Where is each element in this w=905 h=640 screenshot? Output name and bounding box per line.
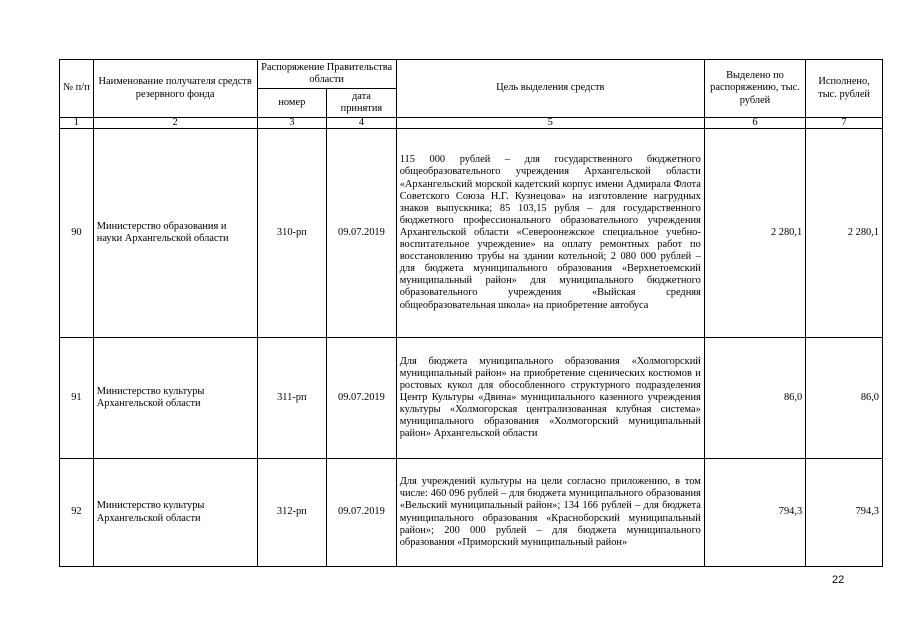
- header-order-group: Распоряжение Правительства области: [257, 60, 396, 89]
- column-number: 4: [327, 118, 397, 129]
- order-date: 09.07.2019: [327, 338, 397, 459]
- allocation-purpose: Для бюджета муниципального образования «Холмогорский муниципальный район» на приобретение сценических костюмов и ростовых кукол для обособленного структурного подразделения Центр Культуры «Двина» муниципального казенного учреждения культуры «Холмогорская централизованная клубная система» муниципального образования «Холмогорский муниципальный район» Архангельской области: [396, 338, 704, 459]
- table-row: [60, 129, 883, 338]
- column-number: 7: [806, 118, 883, 129]
- allocation-purpose: 115 000 рублей – для государственного бюджетного общеобразовательного учреждения Архангельской области «Архангельский морской кадетский корпус имени Адмирала Флота Советского Союза Н.Г. Кузнецова» на изготовление нагрудных знаков выпускника; 85 103,15 рубля – для государственного бюджетного профессионального образовательного учреждения Архангельской области «Североонежское специальное учебно-воспитательное учреждение» на оплату ремонтных работ по восстановлению трубы на здании котельной; 2 080 000 рублей – для бюджета муниципального образования «Верхнетоемский муниципальный район» для муниципального бюджетного образовательного учреждения «Выйская средняя общеобразовательная школа» на приобретение автобуса: [396, 129, 704, 338]
- table-row: [60, 338, 883, 459]
- allocated-amount: 86,0: [704, 338, 805, 459]
- header-number: № п/п: [60, 60, 94, 118]
- header-allocated: Выделено по распоряжению, тыс. рублей: [704, 60, 805, 118]
- column-number-row: [60, 118, 883, 129]
- allocation-purpose: Для учреждений культуры на цели согласно приложению, в том числе: 460 096 рублей – для бюджета муниципального образования «Вельский муниципальный район»; 134 166 рублей – для бюджета муниципального образования «Красноборский муниципальный район»; 200 000 рублей – для бюджета муниципального образования «Приморский муниципальный район»: [396, 459, 704, 567]
- header-order-number: номер: [257, 89, 327, 118]
- allocated-amount: 794,3: [704, 459, 805, 567]
- executed-amount: 794,3: [806, 459, 883, 567]
- table-row: [60, 459, 883, 567]
- order-number: 310-рп: [257, 129, 327, 338]
- order-date: 09.07.2019: [327, 459, 397, 567]
- header-recipient: Наименование получателя средств резервного фонда: [93, 60, 257, 118]
- header-executed: Исполнено, тыс. рублей: [806, 60, 883, 118]
- column-number: 2: [93, 118, 257, 129]
- row-number: 90: [60, 129, 94, 338]
- allocated-amount: 2 280,1: [704, 129, 805, 338]
- column-number: 1: [60, 118, 94, 129]
- order-number: 312-рп: [257, 459, 327, 567]
- executed-amount: 2 280,1: [806, 129, 883, 338]
- table-body: [60, 129, 883, 567]
- page-number: 22: [832, 574, 845, 586]
- recipient-name: Министерство образования и науки Архангельской области: [93, 129, 257, 338]
- column-number: 3: [257, 118, 327, 129]
- row-number: 91: [60, 338, 94, 459]
- order-number: 311-рп: [257, 338, 327, 459]
- header-purpose: Цель выделения средств: [396, 60, 704, 118]
- recipient-name: Министерство культуры Архангельской области: [93, 338, 257, 459]
- header-order-date: дата принятия: [327, 89, 397, 118]
- executed-amount: 86,0: [806, 338, 883, 459]
- row-number: 92: [60, 459, 94, 567]
- column-number: 5: [396, 118, 704, 129]
- recipient-name: Министерство культуры Архангельской области: [93, 459, 257, 567]
- column-number: 6: [704, 118, 805, 129]
- order-date: 09.07.2019: [327, 129, 397, 338]
- table-header: [60, 60, 883, 129]
- reserve-fund-table: [59, 59, 883, 567]
